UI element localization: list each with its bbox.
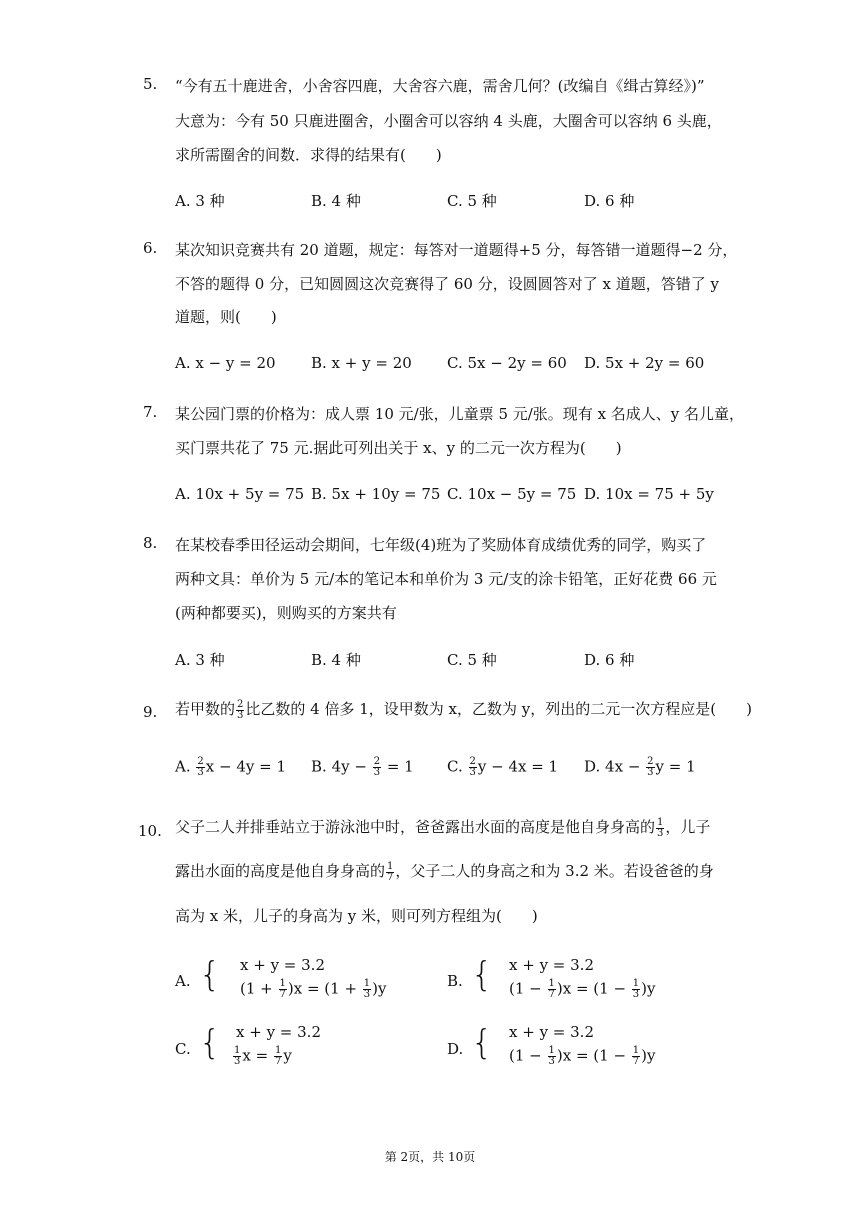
question-text-line [175,860,714,883]
fraction-denominator: 7 [274,1056,282,1067]
fraction-numerator: 1 [274,1045,282,1056]
math-fragment: )y [641,1046,656,1065]
question-text-line: 不答的题得 0 分，已知圆圆这次竞赛得了 60 分，设圆圆答对了 x 道题，答错了 y [175,275,719,293]
fraction-numerator: 2 [197,756,204,767]
text-fragment: ，儿子 [665,818,711,836]
question-text-line [175,816,710,839]
math-fragment: )y [641,979,656,998]
fraction-numerator: 1 [234,1045,241,1056]
fraction-numerator: 2 [647,756,654,767]
fraction-numerator: 2 [237,698,244,710]
math-fragment: (1 + [240,979,278,998]
question-text-line [175,698,752,721]
question-text-line: “今有五十鹿进舍，小舍容四鹿，大舍容六鹿，需舍几何？(改编自《缉古算经》)” [175,77,705,95]
equation-1: x + y = 3.2 [236,1023,321,1041]
option-b: B. 4 种 [311,651,361,669]
fraction-denominator: 3 [647,767,654,778]
fraction-denominator: 7 [387,871,394,883]
option-c: C. 5x − 2y = 60 [447,354,567,372]
fraction-numerator: 1 [363,978,371,989]
question-number: 10. [138,822,162,840]
option-label: C. [175,1040,191,1058]
option-c: C. 5 种 [447,192,497,210]
fraction-denominator: 3 [469,767,476,778]
equation-2 [509,979,656,1000]
text-fragment: 若甲数的 [175,700,236,718]
question-text-line: 在某校春季田径运动会期间，七年级(4)班为了奖励体育成绩优秀的同学，购买了 [175,536,707,554]
option-c: C. 10x − 5y = 75 [447,485,577,503]
equation-1: x + y = 3.2 [509,1023,594,1041]
text-fragment: ，父子二人的身高之和为 3.2 米。若设爸爸的身 [395,862,714,880]
fraction-numerator: 1 [548,978,555,989]
option-math: 4x − [605,757,646,776]
fraction-denominator: 7 [279,989,286,1000]
left-brace: { [471,1023,493,1063]
fraction-denominator: 3 [197,767,204,778]
question-text-line: 大意为：今有 50 只鹿进圈舍，小圈舍可以容纳 4 头鹿，大圈舍可以容纳 6 头鹿， [175,112,722,130]
option-label: A. [175,972,191,990]
equation-1: x + y = 3.2 [509,956,594,974]
option-math: y − 4x = 1 [477,757,559,776]
option-d: D. 10x = 75 + 5y [584,485,714,503]
option-d: D. 6 种 [584,651,635,669]
question-text-line: (两种都要买)，则购买的方案共有 [175,604,397,622]
fraction [233,1046,241,1067]
math-fragment: )x = (1 + [287,979,362,998]
option-label: C. [447,757,463,776]
question-number: 8. [143,534,158,552]
math-fragment: )x = (1 − [556,979,631,998]
option-label: A. [175,757,191,776]
option-label: B. [447,972,463,990]
question-number: 5. [143,75,158,93]
option-c [447,757,558,778]
option-math: x − 4y = 1 [205,757,286,776]
fraction [646,757,654,778]
option-label: D. [447,1040,464,1058]
option-a: A. x − y = 20 [175,354,276,372]
option-b: B. 5x + 10y = 75 [311,485,441,503]
fraction-denominator: 3 [363,989,371,1000]
question-text-line: 买门票共花了 75 元.据此可列出关于 x、y 的二元一次方程为( ) [175,439,622,457]
fraction-numerator: 2 [469,756,476,767]
math-fragment: x = [242,1046,273,1065]
question-text-line: 道题，则( ) [175,308,277,326]
question-text-line: 两种文具：单价为 5 元/本的笔记本和单价为 3 元/支的涂卡铅笔，正好花费 66 元 [175,570,717,588]
math-fragment: )x = (1 − [556,1046,631,1065]
option-d: D. 6 种 [584,192,635,210]
fraction [373,757,381,778]
option-b: B. x + y = 20 [311,354,412,372]
option-b: B. 4 种 [311,192,361,210]
fraction [196,757,204,778]
option-label: B. [311,757,327,776]
fraction-denominator: 3 [234,1056,241,1067]
fraction [274,1046,282,1067]
equation-2 [509,1046,656,1067]
page-footer: 第 2页，共 10页 [384,1150,476,1164]
fraction [469,757,477,778]
fraction-denominator: 7 [632,1056,640,1067]
left-brace: { [199,1023,221,1063]
fraction [632,979,640,1000]
equation-1: x + y = 3.2 [240,956,325,974]
fraction-numerator: 1 [632,1045,640,1056]
fraction-numerator: 1 [657,816,664,828]
fraction-denominator: 3 [632,989,640,1000]
left-brace: { [199,955,221,995]
option-a: A. 3 种 [175,651,225,669]
question-text-line: 某公园门票的价格为：成人票 10 元/张，儿童票 5 元/张。现有 x 名成人、y 名儿童， [175,405,745,423]
option-a: A. 3 种 [175,192,225,210]
fraction [363,979,371,1000]
fraction [548,979,556,1000]
math-fragment: (1 − [509,979,547,998]
left-brace: { [471,955,493,995]
fraction [632,1046,640,1067]
fraction-numerator: 2 [373,756,381,767]
text-fragment: 露出水面的高度是他自身身高的 [175,862,386,880]
option-d: D. 5x + 2y = 60 [584,354,705,372]
fraction [386,862,394,883]
math-fragment: (1 − [509,1046,547,1065]
option-math: 4y − [331,757,372,776]
fraction [236,700,244,721]
question-number: 6. [143,239,158,257]
option-c: C. 5 种 [447,651,497,669]
fraction [656,818,664,839]
option-b [311,757,414,778]
fraction-numerator: 1 [548,1045,555,1056]
question-text-line: 求所需圈舍的间数．求得的结果有( ) [175,146,442,164]
fraction-denominator: 7 [548,989,555,1000]
question-number: 9. [143,703,158,721]
fraction-denominator: 3 [657,827,664,839]
question-text-line: 某次知识竞赛共有 20 道题，规定：每答对一道题得+5 分，每答错一道题得−2 分， [175,241,738,259]
question-text-line: 高为 x 米，儿子的身高为 y 米，则可列方程组为( ) [175,907,538,925]
math-fragment: )y [372,979,387,998]
math-fragment: y [283,1046,292,1065]
fraction-denominator: 3 [373,767,381,778]
equation-2 [240,979,387,1000]
fraction-numerator: 1 [387,860,394,872]
option-a: A. 10x + 5y = 75 [175,485,305,503]
fraction [548,1046,556,1067]
fraction-denominator: 3 [548,1056,555,1067]
fraction-numerator: 1 [279,978,286,989]
fraction-denominator: 3 [237,709,244,721]
fraction-numerator: 1 [632,978,640,989]
option-a [175,757,286,778]
option-d [584,757,696,778]
text-fragment: 比乙数的 4 倍多 1，设甲数为 x，乙数为 y，列出的二元一次方程应是( ) [245,700,752,718]
option-math: = 1 [382,757,414,776]
text-fragment: 父子二人并排垂站立于游泳池中时，爸爸露出水面的高度是他自身身高的 [175,818,656,836]
question-number: 7. [143,403,158,421]
option-label: D. [584,757,601,776]
equation-2 [232,1046,292,1067]
fraction [279,979,287,1000]
option-math: y = 1 [655,757,696,776]
